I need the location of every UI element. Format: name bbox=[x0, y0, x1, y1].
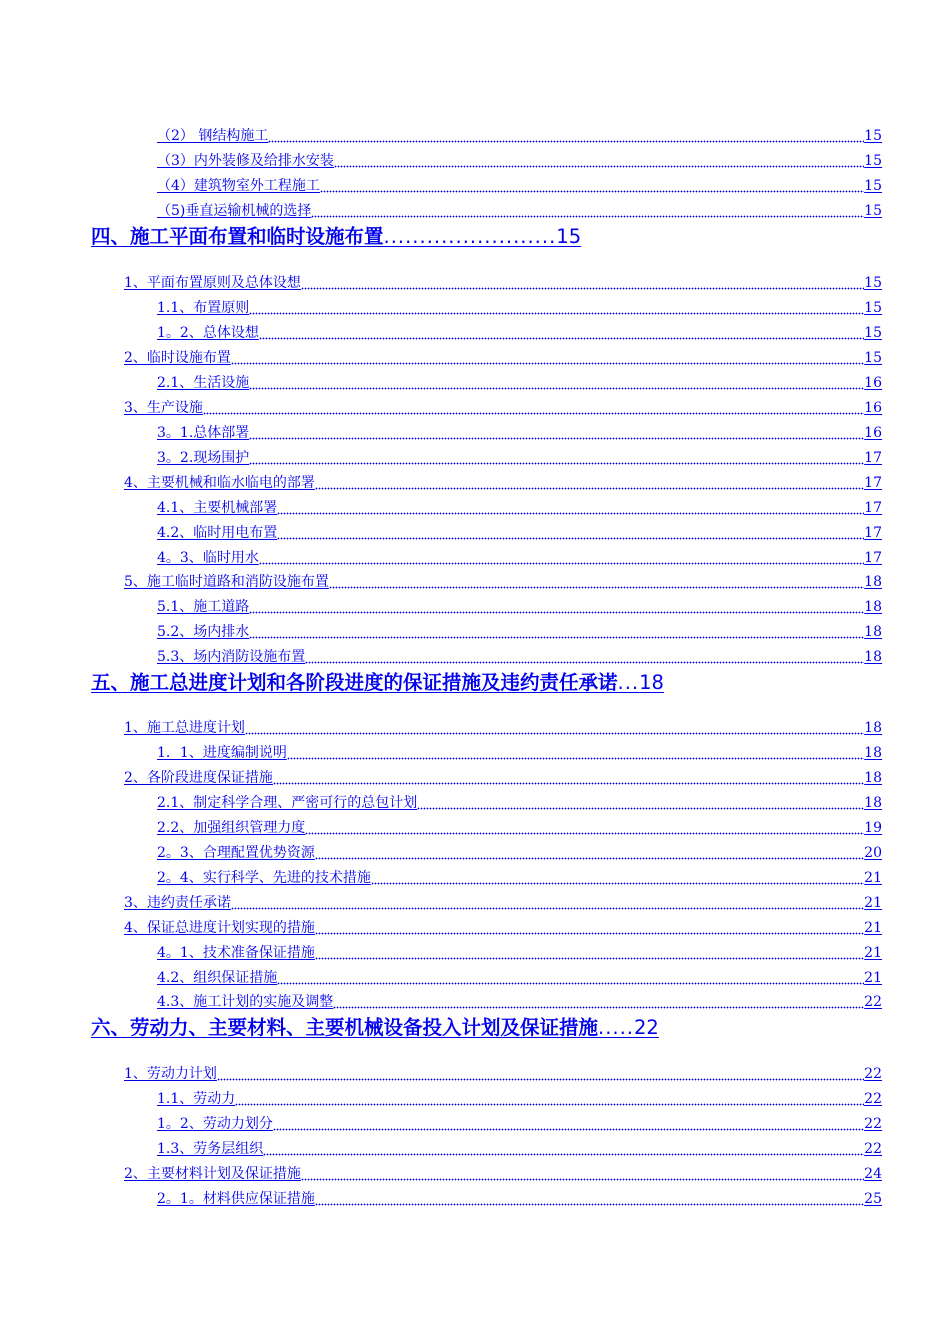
toc-entry-label: 5.3、场内消防设施布置 bbox=[157, 649, 306, 665]
dot-leader bbox=[268, 127, 864, 145]
toc-entry[interactable] bbox=[157, 844, 882, 862]
toc-entry-page: 18 bbox=[864, 720, 882, 736]
toc-entry-page: 22 bbox=[864, 994, 882, 1010]
toc-entry-label: 2.1、生活设施 bbox=[157, 375, 250, 391]
heading-dot-leader: ... bbox=[617, 671, 640, 694]
toc-entry[interactable] bbox=[157, 324, 882, 342]
dot-leader bbox=[235, 1090, 864, 1108]
toc-entry[interactable] bbox=[157, 1090, 882, 1108]
section-page: 18 bbox=[639, 671, 664, 694]
toc-entry[interactable] bbox=[124, 919, 882, 937]
toc-entry[interactable] bbox=[124, 349, 882, 367]
toc-entry-label: 2.1、制定科学合理、严密可行的总包计划 bbox=[157, 795, 418, 811]
dot-leader bbox=[417, 794, 864, 812]
toc-entry[interactable] bbox=[157, 819, 882, 837]
toc-entry-page: 18 bbox=[864, 770, 882, 786]
toc-entry-page: 17 bbox=[864, 475, 882, 491]
toc-entry[interactable] bbox=[124, 1165, 882, 1183]
toc-entry[interactable] bbox=[157, 1115, 882, 1133]
dot-leader bbox=[203, 399, 864, 417]
toc-entry[interactable] bbox=[124, 1065, 882, 1083]
dot-leader bbox=[263, 1140, 864, 1158]
dot-leader bbox=[305, 648, 864, 666]
toc-entry-label: 3。2.现场围护 bbox=[157, 450, 250, 466]
toc-entry-page: 24 bbox=[864, 1166, 882, 1182]
toc-entry-page: 22 bbox=[864, 1116, 882, 1132]
dot-leader bbox=[315, 1190, 864, 1208]
section-page: 22 bbox=[634, 1016, 659, 1039]
toc-entry-label: 1.1、劳动力 bbox=[157, 1091, 236, 1107]
toc-entry-page: 15 bbox=[864, 325, 882, 341]
toc-entry-label: 4。3、临时用水 bbox=[157, 550, 259, 566]
section-title: 六、劳动力、主要材料、主要机械设备投入计划及保证措施 bbox=[91, 1016, 599, 1039]
toc-entry-page: 16 bbox=[864, 375, 882, 391]
heading-dot-leader: ........................ bbox=[383, 225, 557, 248]
toc-entry-label: 5.1、施工道路 bbox=[157, 599, 250, 615]
toc-entry-label: 1、平面布置原则及总体设想 bbox=[124, 275, 301, 291]
toc-entry-page: 18 bbox=[864, 624, 882, 640]
toc-entry[interactable] bbox=[157, 524, 882, 542]
toc-entry[interactable] bbox=[157, 127, 882, 145]
toc-entry[interactable] bbox=[124, 573, 882, 591]
dot-leader bbox=[315, 944, 864, 962]
toc-entry[interactable] bbox=[157, 549, 882, 567]
toc-entry[interactable] bbox=[157, 969, 882, 987]
dot-leader bbox=[231, 349, 864, 367]
toc-entry[interactable] bbox=[157, 424, 882, 442]
toc-entry[interactable] bbox=[157, 177, 882, 195]
toc-entry[interactable] bbox=[157, 1190, 882, 1208]
toc-entry-label: 4。1、技术准备保证措施 bbox=[157, 945, 315, 961]
toc-entry-label: 1、劳动力计划 bbox=[124, 1066, 217, 1082]
dot-leader bbox=[249, 424, 864, 442]
toc-entry-label: 4.3、施工计划的实施及调整 bbox=[157, 994, 334, 1010]
dot-leader bbox=[320, 177, 864, 195]
toc-entry[interactable] bbox=[157, 744, 882, 762]
toc-entry-label: 1．1、进度编制说明 bbox=[157, 745, 287, 761]
dot-leader bbox=[277, 969, 864, 987]
toc-entry-label: 1。2、总体设想 bbox=[157, 325, 259, 341]
toc-entry[interactable] bbox=[157, 1140, 882, 1158]
toc-entry-label: 5.2、场内排水 bbox=[157, 624, 250, 640]
section-title: 五、施工总进度计划和各阶段进度的保证措施及违约责任承诺 bbox=[91, 671, 618, 694]
dot-leader bbox=[371, 869, 864, 887]
dot-leader bbox=[245, 719, 864, 737]
section-page: 15 bbox=[556, 225, 582, 248]
toc-entry-page: 17 bbox=[864, 525, 882, 541]
toc-entry-page: 17 bbox=[864, 450, 882, 466]
toc-entry-page: 22 bbox=[864, 1141, 882, 1157]
toc-entry-label: （2） 钢结构施工 bbox=[157, 128, 269, 144]
toc-entry-page: 19 bbox=[864, 820, 882, 836]
toc-entry-label: 3、违约责任承诺 bbox=[124, 895, 231, 911]
toc-entry-page: 15 bbox=[864, 128, 882, 144]
toc-section-heading-6[interactable] bbox=[91, 1015, 659, 1041]
toc-entry-page: 25 bbox=[864, 1191, 882, 1207]
dot-leader bbox=[231, 894, 864, 912]
toc-entry-label: 2。4、实行科学、先进的技术措施 bbox=[157, 870, 371, 886]
section-title: 四、施工平面布置和临时设施布置 bbox=[91, 225, 384, 248]
dot-leader bbox=[277, 499, 864, 517]
toc-entry-page: 22 bbox=[864, 1066, 882, 1082]
toc-entry[interactable] bbox=[157, 449, 882, 467]
dot-leader bbox=[273, 1115, 864, 1133]
dot-leader bbox=[305, 819, 864, 837]
toc-entry-label: 4、主要机械和临水临电的部署 bbox=[124, 475, 315, 491]
toc-entry[interactable] bbox=[124, 399, 882, 417]
dot-leader bbox=[315, 919, 864, 937]
dot-leader bbox=[315, 844, 864, 862]
dot-leader bbox=[259, 324, 864, 342]
dot-leader bbox=[249, 374, 864, 392]
dot-leader bbox=[273, 769, 864, 787]
toc-entry-page: 15 bbox=[864, 300, 882, 316]
toc-entry-page: 18 bbox=[864, 795, 882, 811]
toc-entry-label: 1.3、劳务层组织 bbox=[157, 1141, 264, 1157]
toc-entry-page: 18 bbox=[864, 745, 882, 761]
toc-entry-page: 18 bbox=[864, 649, 882, 665]
dot-leader bbox=[277, 524, 864, 542]
toc-entry-page: 18 bbox=[864, 574, 882, 590]
toc-section-heading-5[interactable] bbox=[91, 670, 664, 696]
toc-entry[interactable] bbox=[157, 374, 882, 392]
dot-leader bbox=[334, 152, 864, 170]
toc-entry[interactable] bbox=[157, 794, 882, 812]
toc-entry-label: 1。2、劳动力划分 bbox=[157, 1116, 273, 1132]
toc-entry-page: 16 bbox=[864, 400, 882, 416]
toc-entry-label: 2.2、加强组织管理力度 bbox=[157, 820, 306, 836]
toc-entry-page: 16 bbox=[864, 425, 882, 441]
toc-entry-page: 15 bbox=[864, 275, 882, 291]
toc-entry-label: （4）建筑物室外工程施工 bbox=[157, 178, 320, 194]
dot-leader bbox=[249, 598, 864, 616]
toc-entry-label: 4、保证总进度计划实现的措施 bbox=[124, 920, 315, 936]
toc-entry[interactable] bbox=[124, 719, 882, 737]
toc-entry[interactable] bbox=[157, 993, 882, 1011]
toc-entry-label: 2。3、合理配置优势资源 bbox=[157, 845, 315, 861]
toc-entry-page: 21 bbox=[864, 920, 882, 936]
toc-entry-page: 17 bbox=[864, 550, 882, 566]
toc-entry-label: 1、施工总进度计划 bbox=[124, 720, 245, 736]
toc-entry-label: 3。1.总体部署 bbox=[157, 425, 250, 441]
toc-entry-label: 4.2、组织保证措施 bbox=[157, 970, 278, 986]
dot-leader bbox=[287, 744, 864, 762]
dot-leader bbox=[315, 474, 864, 492]
toc-entry-label: 1.1、布置原则 bbox=[157, 300, 250, 316]
toc-entry[interactable] bbox=[157, 598, 882, 616]
toc-entry[interactable] bbox=[124, 474, 882, 492]
toc-entry[interactable] bbox=[124, 274, 882, 292]
toc-section-heading-4[interactable] bbox=[91, 224, 581, 250]
toc-entry-page: 21 bbox=[864, 870, 882, 886]
toc-entry-label: 4.1、主要机械部署 bbox=[157, 500, 278, 516]
toc-entry[interactable] bbox=[157, 869, 882, 887]
toc-entry-page: 21 bbox=[864, 970, 882, 986]
dot-leader bbox=[249, 449, 864, 467]
toc-entry[interactable] bbox=[124, 894, 882, 912]
toc-entry-page: 17 bbox=[864, 500, 882, 516]
toc-entry[interactable] bbox=[157, 202, 882, 220]
dot-leader bbox=[249, 299, 864, 317]
toc-entry-label: 3、生产设施 bbox=[124, 400, 203, 416]
dot-leader bbox=[329, 573, 864, 591]
toc-entry-label: 2、临时设施布置 bbox=[124, 350, 231, 366]
toc-entry-label: 2。1。材料供应保证措施 bbox=[157, 1191, 315, 1207]
toc-entry-page: 15 bbox=[864, 350, 882, 366]
heading-dot-leader: ..... bbox=[598, 1016, 635, 1039]
toc-entry-page: 15 bbox=[864, 153, 882, 169]
toc-entry-label: 2、各阶段进度保证措施 bbox=[124, 770, 273, 786]
dot-leader bbox=[333, 993, 864, 1011]
toc-entry-label: （3）内外装修及给排水安装 bbox=[157, 153, 334, 169]
dot-leader bbox=[217, 1065, 864, 1083]
toc-entry-page: 21 bbox=[864, 945, 882, 961]
dot-leader bbox=[249, 623, 864, 641]
toc-entry-page: 20 bbox=[864, 845, 882, 861]
toc-entry-label: （5)垂直运输机械的选择 bbox=[157, 203, 312, 219]
toc-entry-page: 15 bbox=[864, 178, 882, 194]
toc-entry-page: 15 bbox=[864, 203, 882, 219]
toc-entry-page: 21 bbox=[864, 895, 882, 911]
toc-entry[interactable] bbox=[124, 769, 882, 787]
toc-entry[interactable] bbox=[157, 648, 882, 666]
dot-leader bbox=[301, 1165, 864, 1183]
toc-entry[interactable] bbox=[157, 944, 882, 962]
toc-entry-label: 4.2、临时用电布置 bbox=[157, 525, 278, 541]
toc-entry-page: 18 bbox=[864, 599, 882, 615]
dot-leader bbox=[311, 202, 864, 220]
toc-entry[interactable] bbox=[157, 299, 882, 317]
dot-leader bbox=[301, 274, 864, 292]
toc-entry-label: 5、施工临时道路和消防设施布置 bbox=[124, 574, 329, 590]
dot-leader bbox=[259, 549, 864, 567]
toc-entry-label: 2、主要材料计划及保证措施 bbox=[124, 1166, 301, 1182]
toc-entry[interactable] bbox=[157, 623, 882, 641]
toc-entry[interactable] bbox=[157, 499, 882, 517]
toc-entry[interactable] bbox=[157, 152, 882, 170]
toc-entry-page: 22 bbox=[864, 1091, 882, 1107]
